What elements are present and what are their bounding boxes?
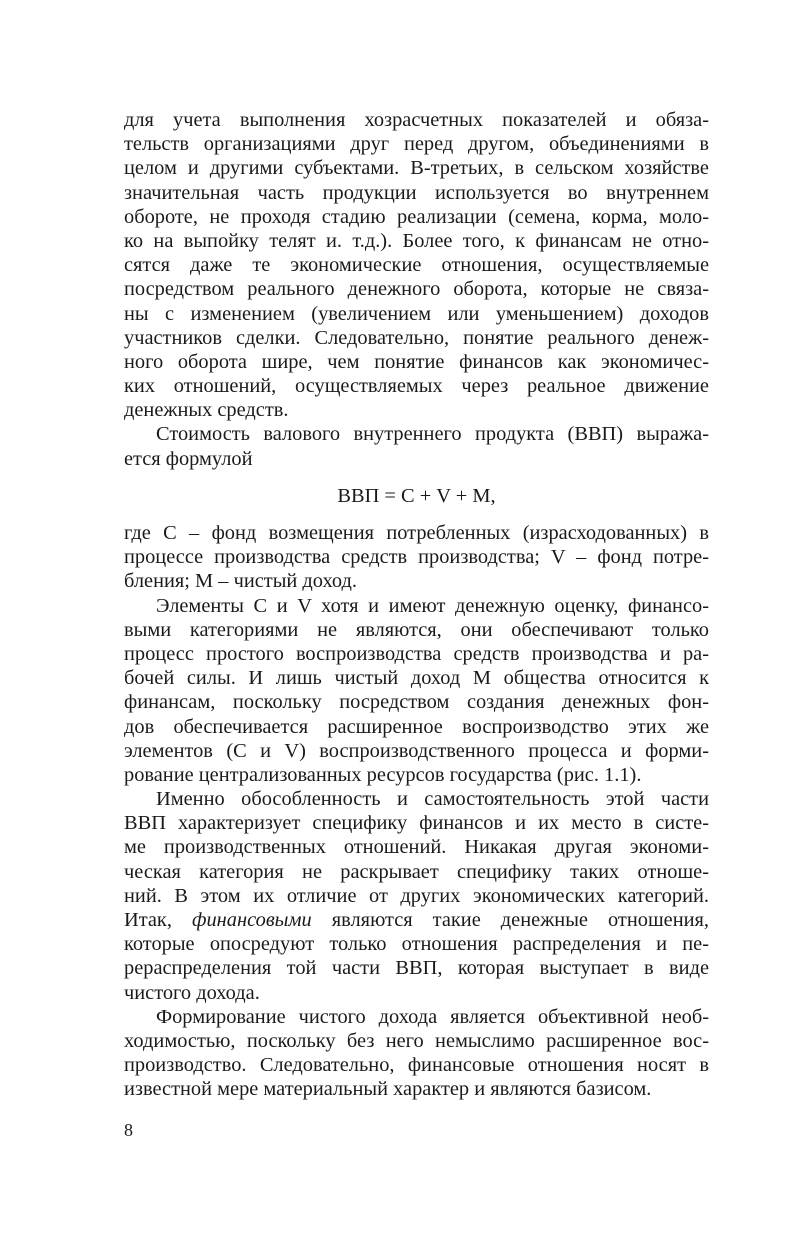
text-line: для учета выполнения хозрасчетных показателей и обяза- <box>124 109 709 131</box>
text-line-with-italic <box>124 908 709 932</box>
text-line: которые опосредуют только отношения распределения и пе- <box>124 933 709 956</box>
text-line: ний. В этом их отличие от других экономических категорий. <box>124 884 709 907</box>
text-line: производство. Следовательно, финансовые отношения носят в <box>124 1054 709 1077</box>
text-line: денежных средств. <box>124 399 289 422</box>
text-line: рераспределения той части ВВП, которая выступает в виде <box>124 957 709 980</box>
text-line: ме производственных отношений. Никакая другая экономи- <box>124 836 709 859</box>
text-line: ВВП характеризует специфику финансов и их место в систе- <box>124 812 709 835</box>
text-line: процесс простого воспроизводства средств производства и ра- <box>124 642 709 665</box>
text-line: Стоимость валового внутреннего продукта (ВВП) выража- <box>156 423 709 446</box>
text-line: ется формулой <box>124 447 253 470</box>
text-line: элементов (С и V) воспроизводственного процесса и форми- <box>124 739 709 762</box>
text-line: бочей силы. И лишь чистый доход М общества относится к <box>124 667 709 690</box>
text-line: целом и другими субъектами. В-третьих, в сельском хозяйстве <box>124 157 709 180</box>
text-line: рование централизованных ресурсов государства (рис. 1.1). <box>124 763 642 786</box>
text-line: бления; М – чистый доход. <box>124 570 357 593</box>
text-line: где С – фонд возмещения потребленных (израсходованных) в <box>124 522 709 544</box>
text-line: ческая категория не раскрывает специфику таких отноше- <box>124 860 709 883</box>
text-line: Элементы С и V хотя и имеют денежную оценку, финансо- <box>156 594 709 617</box>
text-line: Именно обособленность и самостоятельность этой части <box>156 788 709 811</box>
text-line: значительная часть продукции используется во внутреннем <box>124 181 709 204</box>
text-line: сятся даже те экономические отношения, осуществляемые <box>124 254 709 277</box>
text-fragment: Итак, <box>124 909 192 931</box>
text-line: процессе производства средств производства; V – фонд потре- <box>124 546 709 569</box>
text-line: ко на выпойку телят и. т.д.). Более того, к финансам не отно- <box>124 229 709 252</box>
text-line: известной мере материальный характер и являются базисом. <box>124 1078 652 1101</box>
text-line: тельств организациями друг перед другом, объединениями в <box>124 133 709 156</box>
text-line: Формирование чистого дохода является объективной необ- <box>156 1005 709 1028</box>
text-line: финансам, поскольку посредством создания денежных фон- <box>124 691 709 714</box>
page-body <box>124 108 709 1102</box>
page-number: 8 <box>124 1120 133 1140</box>
text-line: ходимостью, поскольку без него немыслимо расширенное вос- <box>124 1029 709 1052</box>
text-line: посредством реального денежного оборота, которые не связа- <box>124 278 709 301</box>
text-line: дов обеспечивается расширенное воспроизводство этих же <box>124 715 709 738</box>
text-fragment: являются такие денежные отношения, <box>311 909 709 931</box>
text-line: ного оборота шире, чем понятие финансов как экономичес- <box>124 350 709 373</box>
text-line: ких отношений, осуществляемых через реальное движение <box>124 375 709 398</box>
gdp-formula: ВВП = С + V + М, <box>337 484 496 507</box>
italic-term: финансовыми <box>192 909 312 931</box>
text-line: чистого дохода. <box>124 981 260 1004</box>
text-line: участников сделки. Следовательно, понятие реального денеж- <box>124 326 709 349</box>
text-line: выми категориями не являются, они обеспечивают только <box>124 618 709 641</box>
text-line: обороте, не проходя стадию реализации (семена, корма, моло- <box>124 205 709 228</box>
text-line: ны с изменением (увеличением или уменьшением) доходов <box>124 302 709 325</box>
